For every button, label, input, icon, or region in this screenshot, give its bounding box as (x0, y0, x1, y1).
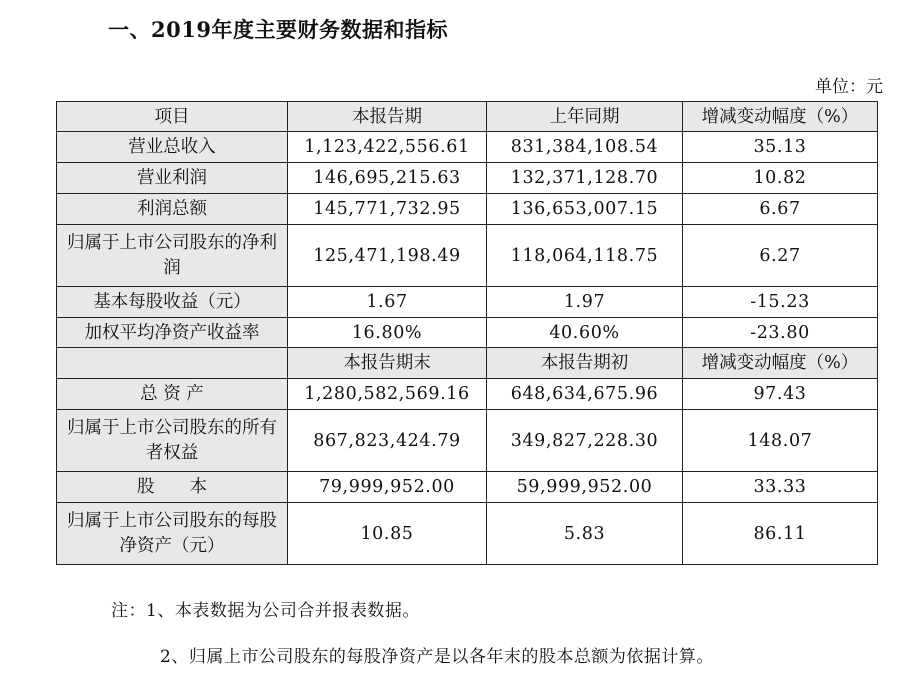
row-label: 营业总收入 (57, 132, 288, 163)
end-value: 10.85 (288, 503, 487, 565)
row-label: 营业利润 (57, 163, 288, 194)
change-value: -23.80 (683, 318, 878, 348)
change-value: 86.11 (683, 503, 878, 565)
change-value: -15.23 (683, 287, 878, 318)
table-row (57, 503, 878, 565)
row-label: 加权平均净资产收益率 (57, 318, 288, 348)
change-value: 6.67 (683, 194, 878, 225)
change-value: 35.13 (683, 132, 878, 163)
change-value: 97.43 (683, 379, 878, 410)
table-row (57, 472, 878, 503)
current-value: 1.67 (288, 287, 487, 318)
unit-label: 单位：元 (815, 77, 883, 97)
note-1: 注：1、本表数据为公司合并报表数据。 (111, 601, 420, 621)
begin-value: 5.83 (487, 503, 683, 565)
end-value: 867,823,424.79 (288, 410, 487, 472)
header-cell (57, 348, 288, 379)
header-cell: 上年同期 (487, 102, 683, 132)
header-cell: 项目 (57, 102, 288, 132)
header-cell: 增减变动幅度（%） (683, 102, 878, 132)
prior-value: 1.97 (487, 287, 683, 318)
change-value: 33.33 (683, 472, 878, 503)
table-row (57, 287, 878, 318)
table-row (57, 163, 878, 194)
row-label: 股 本 (57, 472, 288, 503)
current-value: 1,123,422,556.61 (288, 132, 487, 163)
current-value: 146,695,215.63 (288, 163, 487, 194)
row-label: 归属于上市公司股东的净利润 (57, 225, 288, 287)
prior-value: 831,384,108.54 (487, 132, 683, 163)
begin-value: 349,827,228.30 (487, 410, 683, 472)
current-value: 16.80% (288, 318, 487, 348)
row-label: 基本每股收益（元） (57, 287, 288, 318)
header-cell: 本报告期初 (487, 348, 683, 379)
row-label: 归属于上市公司股东的所有者权益 (57, 410, 288, 472)
table-row (57, 410, 878, 472)
end-value: 1,280,582,569.16 (288, 379, 487, 410)
table-row (57, 194, 878, 225)
change-value: 148.07 (683, 410, 878, 472)
section-heading: 一、2019年度主要财务数据和指标 (108, 17, 448, 42)
table-row (57, 225, 878, 287)
prior-value: 118,064,118.75 (487, 225, 683, 287)
prior-value: 136,653,007.15 (487, 194, 683, 225)
financial-table (56, 101, 878, 565)
prior-value: 40.60% (487, 318, 683, 348)
row-label: 总 资 产 (57, 379, 288, 410)
begin-value: 648,634,675.96 (487, 379, 683, 410)
change-value: 6.27 (683, 225, 878, 287)
table-row (57, 318, 878, 348)
end-value: 79,999,952.00 (288, 472, 487, 503)
current-value: 145,771,732.95 (288, 194, 487, 225)
header-cell: 本报告期 (288, 102, 487, 132)
begin-value: 59,999,952.00 (487, 472, 683, 503)
table-row (57, 132, 878, 163)
prior-value: 132,371,128.70 (487, 163, 683, 194)
table-row (57, 379, 878, 410)
table-header-row (57, 102, 878, 132)
header-cell: 增减变动幅度（%） (683, 348, 878, 379)
header-cell: 本报告期末 (288, 348, 487, 379)
row-label: 归属于上市公司股东的每股净资产（元） (57, 503, 288, 565)
change-value: 10.82 (683, 163, 878, 194)
table-subheader-row (57, 348, 878, 379)
note-2: 2、归属上市公司股东的每股净资产是以各年末的股本总额为依据计算。 (160, 647, 714, 667)
current-value: 125,471,198.49 (288, 225, 487, 287)
row-label: 利润总额 (57, 194, 288, 225)
